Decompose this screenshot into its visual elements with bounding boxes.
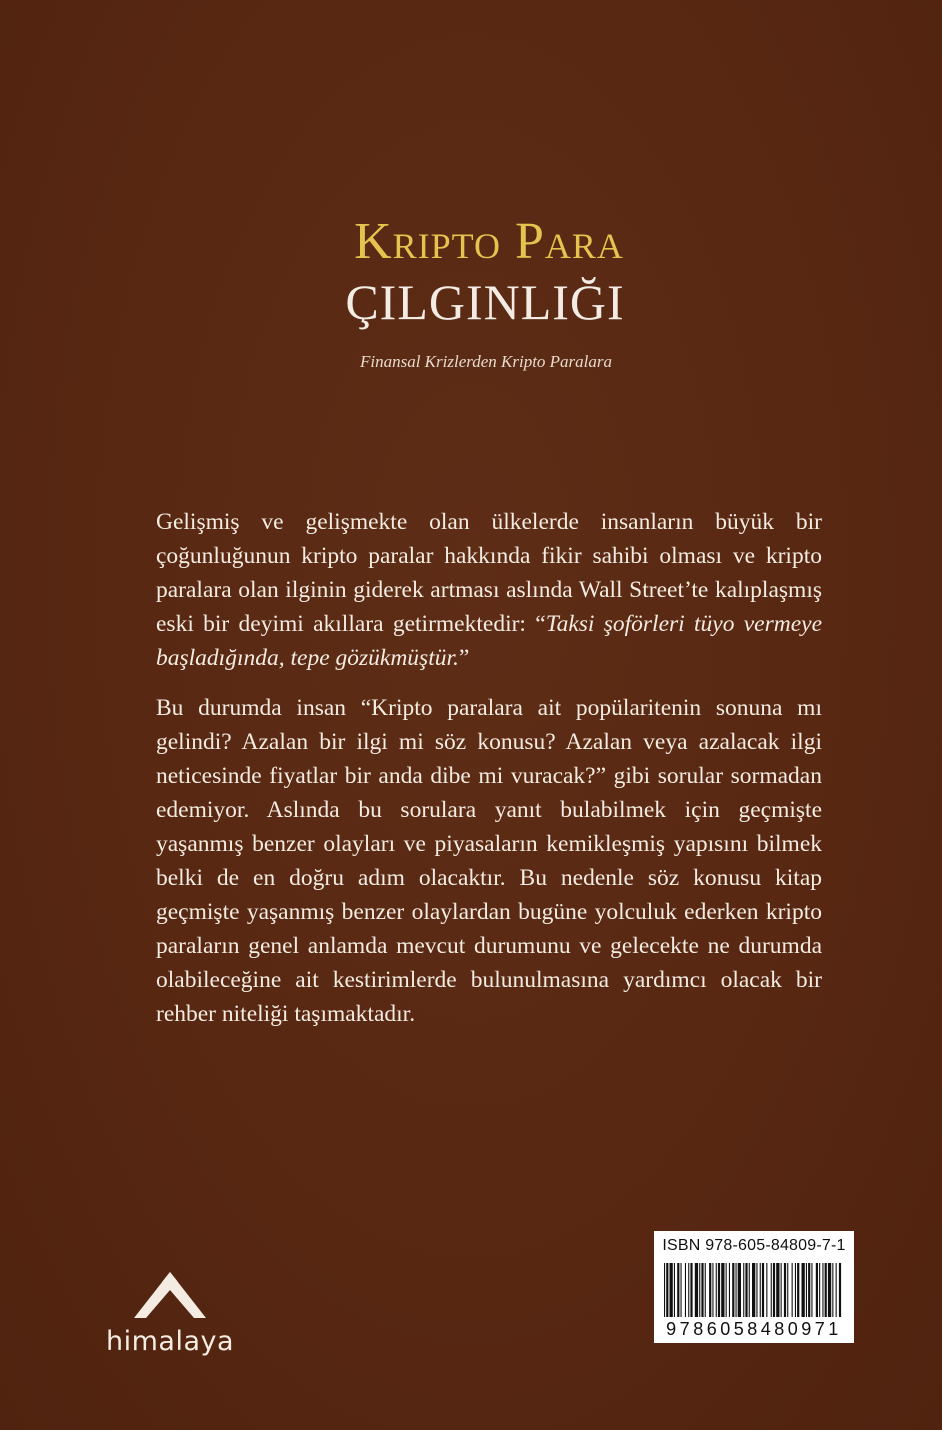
barcode-bar	[792, 1263, 793, 1317]
barcode-bar	[766, 1263, 767, 1317]
barcode-bar	[743, 1263, 744, 1317]
publisher-logo	[100, 1268, 240, 1368]
quote-open-mark: “	[535, 611, 546, 637]
barcode-bar	[732, 1263, 734, 1317]
barcode-bar	[666, 1263, 668, 1317]
barcode-bar	[822, 1263, 823, 1317]
barcode-bar	[839, 1263, 841, 1317]
barcode-bar	[760, 1263, 761, 1317]
barcode-bar	[695, 1263, 698, 1317]
mountain-icon	[132, 1268, 208, 1320]
book-title-line1: Kripto Para	[354, 213, 624, 270]
book-title-line2: ÇILGINLIĞI	[345, 274, 625, 330]
blurb-quote: Taksi şoförleri tüyo vermeye başladığında, tepe gözükmüştür.	[156, 611, 822, 671]
barcode-bar	[828, 1263, 831, 1317]
blurb-paragraph-1	[156, 505, 822, 675]
barcode-bar	[709, 1263, 711, 1317]
barcode-bar	[752, 1263, 755, 1317]
barcode-bar	[705, 1263, 706, 1317]
blurb-paragraph-2: Bu durumda insan “Kripto paralara ait popülaritenin sonuna mı gelindi? Azalan bir ilgi mi söz konusu? Azalan veya azalacak ilgi neticesinde fiyatlar bir anda dibe mi vuracak?” gibi sorular sormadan edemiyor. Aslında bu sorulara yanıt bulabilmek için geçmişte yaşanmış benzer olayları ve piyasaların kemikleşmiş yapısını bilmek belki de en doğru adım olacaktır. Bu nedenle söz konusu kitap geçmişte yaşanmış benzer olaylardan bugüne yolculuk ederken kripto paraların genel anlamda mevcut durumunu ve gelecekte ne durumda olabileceğine ait kestirimlerde bulunulmasına yardımcı olacak bir rehber niteliği taşımaktadır.	[156, 695, 822, 1027]
barcode-bar	[716, 1263, 717, 1317]
barcode-bar	[721, 1263, 724, 1317]
barcode-bar	[699, 1263, 700, 1317]
barcode-bar	[756, 1263, 757, 1317]
publisher-name: himalaya	[105, 1326, 235, 1357]
barcode-area	[654, 1231, 854, 1343]
barcode-bar	[674, 1263, 675, 1317]
barcode-bar	[802, 1263, 805, 1317]
barcode-bar	[787, 1263, 788, 1317]
barcode-bar	[806, 1263, 807, 1317]
barcode-bar	[688, 1263, 689, 1317]
barcode-bar	[718, 1263, 720, 1317]
barcode-bar	[745, 1263, 747, 1317]
barcode-bar	[690, 1263, 692, 1317]
barcode-bar	[784, 1263, 786, 1317]
title-block	[0, 212, 942, 372]
barcode-bar	[677, 1263, 679, 1317]
barcode-bar	[816, 1263, 818, 1317]
blurb-paragraph-1-text: Gelişmiş ve gelişmekte olan ülkelerde insanların büyük bir çoğunluğunun kripto paralar hakkında fikir sahibi olması ve kripto paralara olan ilginin giderek artması aslında Wall Street’te kalıplaşmış eski bir deyimi akıllara getirmektedir:	[156, 509, 822, 637]
blurb-text	[156, 505, 822, 1031]
barcode-bar	[836, 1263, 837, 1317]
barcode-bar	[771, 1263, 772, 1317]
barcode-bar	[773, 1263, 775, 1317]
barcode-bar	[825, 1263, 827, 1317]
barcode-bar	[795, 1263, 796, 1317]
barcode-bar	[819, 1263, 820, 1317]
barcode-bar	[726, 1263, 727, 1317]
barcode-bar	[738, 1263, 741, 1317]
isbn-label: ISBN 978-605-84809-7-1	[662, 1237, 846, 1254]
barcode-digits: 9786058480971	[666, 1319, 842, 1339]
barcode-bar	[664, 1263, 665, 1317]
barcode-bar	[729, 1263, 730, 1317]
barcode-bar	[736, 1263, 737, 1317]
barcode-bar	[670, 1263, 673, 1317]
barcode-bar	[681, 1263, 682, 1317]
barcode-bar	[808, 1263, 810, 1317]
barcode-bar	[712, 1263, 713, 1317]
barcode-bar	[832, 1263, 833, 1317]
barcode-bar	[701, 1263, 703, 1317]
barcode-bar	[811, 1263, 812, 1317]
barcode-image	[662, 1263, 846, 1319]
barcode-bar	[762, 1263, 764, 1317]
barcode-bar	[685, 1263, 686, 1317]
quote-close-mark: ”	[458, 645, 470, 671]
barcode-bar	[797, 1263, 799, 1317]
barcode-bar	[781, 1263, 782, 1317]
book-subtitle: Finansal Krizlerden Kripto Paralara	[359, 352, 613, 371]
barcode-bar	[749, 1263, 750, 1317]
barcode-bar	[776, 1263, 779, 1317]
